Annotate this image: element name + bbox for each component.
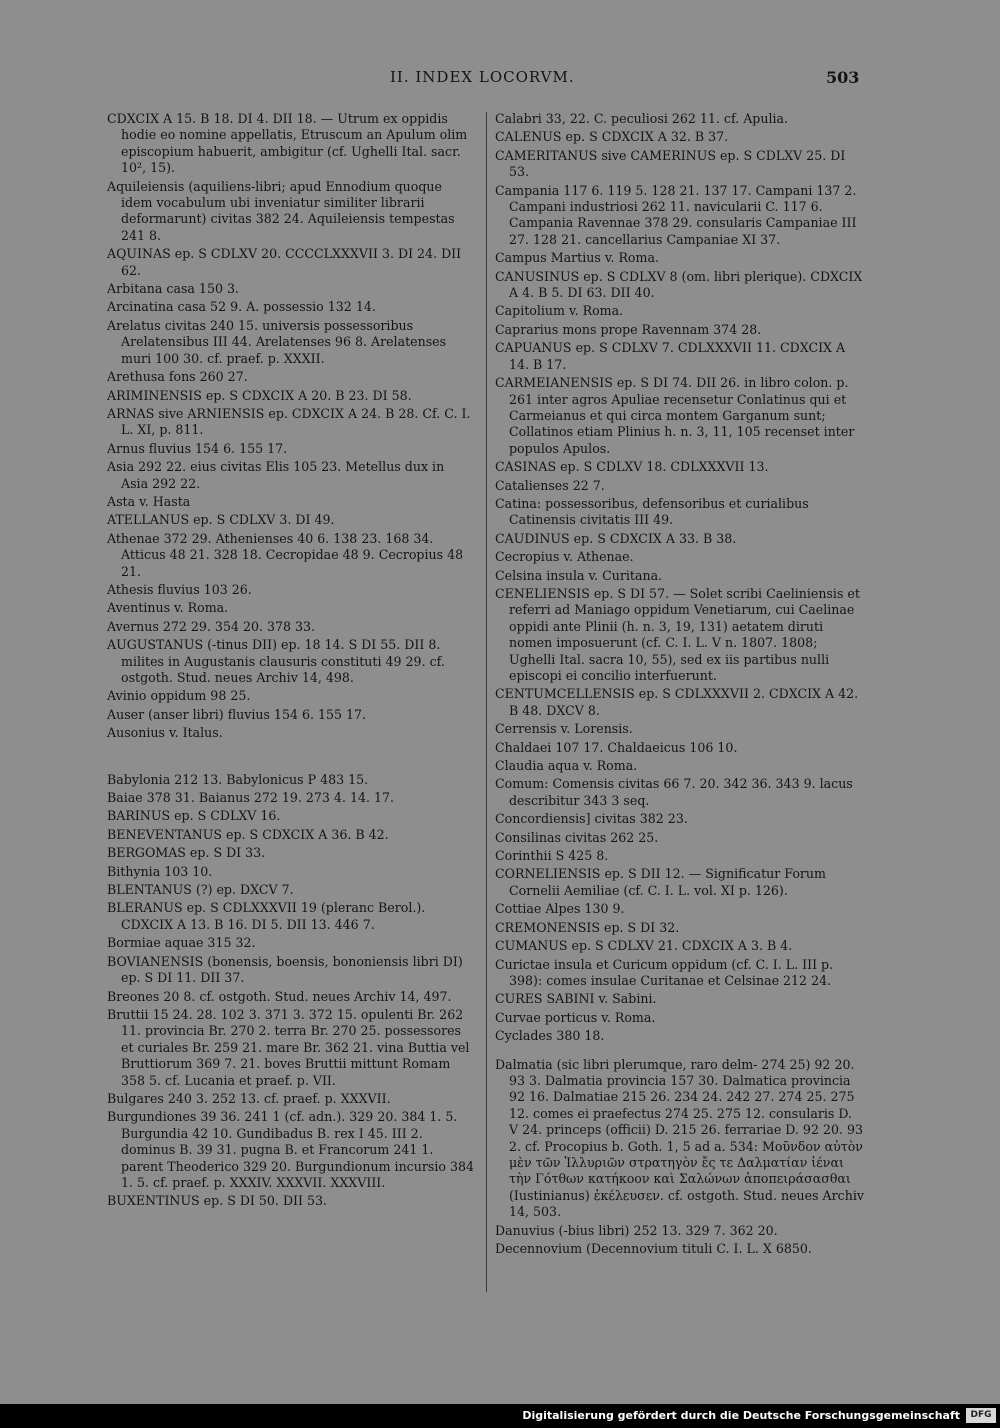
index-entry: CENELIENSIS ep. S DI 57. — Solet scribi Caeliniensis et referri ad Maniago oppidum Venetiarum, cui Caelinae oppidi ante Plinii (h. n. 3, 19, 131) aetatem diruti nomen imposuerunt (cf. C. I. L. V n. 1807. 1808; Ughelli Ital. sacra 10, 55), sed ex iis partibus nulli episcopi ei concilio interfuerunt. [495, 585, 860, 683]
index-entry: Catalienses 22 7. [495, 477, 605, 493]
index-entry: Cecropius v. Athenae. [495, 549, 634, 565]
index-entry: Campus Martius v. Roma. [495, 250, 659, 266]
index-entry: Caprarius mons prope Ravennam 374 28. [495, 321, 762, 337]
index-entry: AQUINAS ep. S CDLXV 20. CCCCLXXXVII 3. DI 24. DII 62. [107, 246, 462, 278]
index-entry: CUMANUS ep. S CDLXV 21. CDXCIX A 3. B 4. [495, 938, 793, 954]
index-entry: Baiae 378 31. Baianus 272 19. 273 4. 14. 17. [107, 790, 395, 806]
index-entry: Catina: possessoribus, defensoribus et curialibus Catinensis civitatis III 49. [495, 495, 809, 528]
index-entry: Breones 20 8. cf. ostgoth. Stud. neues Archiv 14, 497. [107, 988, 452, 1004]
index-entry: Babylonia 212 13. Babylonicus P 483 15. [107, 771, 369, 787]
index-entry: Bruttii 15 24. 28. 102 3. 371 3. 372 15. opulenti Br. 262 11. provincia Br. 270 2. terra Br. 270 25. possessores et curiales Br. 259 21. mare Br. 362 21. vina Buttia vel Bruttiorum 369 7. 21. boves Bruttii mittunt Romam 358 5. cf. Lucania et praef. p. VII. [107, 1006, 470, 1088]
dfg-logo[interactable]: DFG [966, 1408, 996, 1423]
index-entry: CAMERITANUS sive CAMERINUS ep. S CDLXV 25. DI 53. [495, 147, 846, 180]
index-entry: Arnus fluvius 154 6. 155 17. [107, 440, 288, 456]
index-entry: Asia 292 22. eius civitas Elis 105 23. Metellus dux in Asia 292 22. [107, 459, 445, 491]
index-entry: Cottiae Alpes 130 9. [495, 901, 625, 917]
index-entry: Burgundiones 39 36. 241 1 (cf. adn.). 329 20. 384 1. 5. Burgundia 42 10. Gundibadus B. rex I 45. III 2. dominus B. 39 31. pugna B. et Francorum 241 1. parent Theoderico 329 20. Burgundionum incursio 384 1. 5. cf. praef. p. XXXIV. XXXVII. XXXVIII. [107, 1109, 474, 1190]
section-gap [495, 1047, 865, 1057]
index-entry: Cerrensis v. Lorensis. [495, 721, 633, 737]
page-number: 503 [826, 68, 860, 87]
index-entry: CAPUANUS ep. S CDLXV 7. CDLXXXVII 11. CDXCIX A 14. B 17. [495, 340, 846, 372]
index-entry: Capitolium v. Roma. [495, 303, 624, 319]
index-entry: CANUSINUS ep. S CDLXV 8 (om. libri plerique). CDXCIX A 4. B 5. DI 63. DII 40. [495, 268, 863, 301]
index-entry: CASINAS ep. S CDLXV 18. CDLXXXVII 13. [495, 459, 769, 475]
footer-bar [0, 1404, 1000, 1428]
index-entry: ATELLANUS ep. S CDLXV 3. DI 49. [107, 512, 335, 528]
index-entry: Bormiae aquae 315 32. [107, 935, 256, 951]
index-entry: Claudia aqua v. Roma. [495, 758, 638, 774]
index-entry: CARMEIANENSIS ep. S DI 74. DII 26. in libro colon. p. 261 inter agros Apuliae recensetur Conlatinus qui et Carmeianus et qui circa montem Garganum sunt; Collatinos etiam Plinius h. n. 3, 11, 105 recenset inter populos Apulos. [495, 375, 855, 456]
index-entry: Corinthii S 425 8. [495, 848, 609, 864]
index-entry: Chaldaei 107 17. Chaldaeicus 106 10. [495, 739, 738, 755]
index-entry: Aventinus v. Roma. [107, 600, 229, 616]
index-entry: Calabri 33, 22. C. peculiosi 262 11. cf. Apulia. [495, 111, 789, 126]
column-rule [486, 112, 487, 1292]
index-entry: BUXENTINUS ep. S DI 50. DII 53. [107, 1193, 328, 1209]
index-entry: Comum: Comensis civitas 66 7. 20. 342 36. 343 9. lacus describitur 343 3 seq. [495, 776, 853, 808]
index-entry: Decennovium (Decennovium tituli C. I. L. X 6850. [495, 1241, 812, 1256]
index-entry: CENTUMCELLENSIS ep. S CDLXXXVII 2. CDXCIX A 42. B 48. DXCV 8. [495, 686, 859, 718]
index-entry: Avernus 272 29. 354 20. 378 33. [107, 618, 316, 634]
index-entry: CALENUS ep. S CDXCIX A 32. B 37. [495, 129, 729, 145]
index-entry: Athenae 372 29. Athenienses 40 6. 138 23. 168 34. Atticus 48 21. 328 18. Cecropidae 48 9. Cecropius 48 21. [107, 530, 464, 579]
index-entry: Athesis fluvius 103 26. [107, 581, 252, 597]
index-entry: Concordiensis] civitas 382 23. [495, 811, 688, 827]
index-entry: Bulgares 240 3. 252 13. cf. praef. p. XXXVII. [107, 1090, 391, 1106]
index-entry: Arethusa fons 260 27. [107, 369, 248, 385]
index-entry: BLERANUS ep. S CDLXXXVII 19 (pleranc Berol.). CDXCIX A 13. B 16. DI 5. DII 13. 446 7. [107, 900, 426, 932]
index-entry: CORNELIENSIS ep. S DII 12. — Significatur Forum Cornelii Aemiliae (cf. C. I. L. vol. XI p. 126). [495, 866, 826, 898]
index-entry: BLENTANUS (?) ep. DXCV 7. [107, 882, 294, 898]
index-entry: Campania 117 6. 119 5. 128 21. 137 17. Campani 137 2. Campani industriosi 262 11. navicularii C. 117 6. Campania Ravennae 378 29. consularis Campaniae III 27. 128 21. cancellarius Campaniae XI 37. [495, 182, 857, 247]
index-entry: Consilinas civitas 262 25. [495, 829, 659, 845]
left-column [107, 111, 475, 1212]
index-entry: Auser (anser libri) fluvius 154 6. 155 17. [107, 706, 367, 722]
index-entry: Curictae insula et Curicum oppidum (cf. C. I. L. III p. 398): comes insulae Curitanae et Celsinae 212 24. [495, 956, 834, 988]
index-entry: BOVIANENSIS (bonensis, boensis, bononiensis libri DI) ep. S DI 11. DII 37. [107, 953, 463, 986]
running-head: II. INDEX LOCORVM. [390, 68, 575, 86]
index-entry: Aquileiensis (aquiliens-libri; apud Ennodium quoque idem vocabulum ubi inveniatur similiter librarii deformarunt) civitas 382 24. Aquileiensis tempestas 241 8. [107, 178, 455, 243]
index-entry: BERGOMAS ep. S DI 33. [107, 845, 266, 861]
index-entry: CREMONENSIS ep. S DI 32. [495, 919, 680, 935]
index-entry: BENEVENTANUS ep. S CDXCIX A 36. B 42. [107, 826, 389, 842]
index-entry: Cyclades 380 18. [495, 1028, 605, 1044]
index-entry: Avinio oppidum 98 25. [107, 688, 251, 704]
index-entry: ARNAS sive ARNIENSIS ep. CDXCIX A 24. B 28. Cf. C. I. L. XI, p. 811. [107, 405, 471, 438]
index-entry: Arcinatina casa 52 9. A. possessio 132 14. [107, 299, 376, 315]
section-gap [107, 744, 475, 772]
index-entry: ARIMINENSIS ep. S CDXCIX A 20. B 23. DI 58. [107, 387, 412, 403]
index-entry: BARINUS ep. S CDLXV 16. [107, 808, 281, 824]
right-column [495, 111, 865, 1259]
index-entry: Curvae porticus v. Roma. [495, 1009, 656, 1025]
index-entry: Arbitana casa 150 3. [107, 281, 239, 297]
index-entry: Celsina insula v. Curitana. [495, 567, 663, 583]
index-entry: Arelatus civitas 240 15. universis possessoribus Arelatensibus III 44. Arelatenses 96 8. Arelatenses muri 100 30. cf. praef. p. XXXII. [107, 317, 447, 366]
index-entry: Danuvius (-bius libri) 252 13. 329 7. 362 20. [495, 1222, 778, 1238]
index-entry: Dalmatia (sic libri plerumque, raro delm- 274 25) 92 20. 93 3. Dalmatia provincia 157 30. Dalmatica provincia 92 16. Dalmatiae 215 26. 234 24. 242 27. 274 25. 275 12. comes ei praefectus 274 25. 275 12. consularis D. V 24. princeps (officii) D. 215 26. ferrariae D. 92 20. 93 2. cf. Procopius b. Goth. 1, 5 ad a. 534: Μοῦνδον αὐτὸν μὲν τῶν Ἰλλυριῶν στρατηγὸν ἔς τε Δαλματίαν ἰέναι τὴν Γότθων κατήκοον καὶ Σαλώνων ἀποπειράσασθαι (Iustinianus) ἐκέλευσεν. cf. ostgoth. Stud. neues Archiv 14, 503. [495, 1056, 864, 1220]
index-entry: CAUDINUS ep. S CDXCIX A 33. B 38. [495, 530, 737, 546]
index-entry: AUGUSTANUS (-tinus DII) ep. 18 14. S DI 55. DII 8. milites in Augustanis clausuris constituti 49 29. cf. ostgoth. Stud. neues Archiv 14, 498. [107, 637, 445, 685]
index-entry: CDXCIX A 15. B 18. DI 4. DII 18. — Utrum ex oppidis hodie eo nomine appellatis, Etruscum an Apulum olim episcopium habuerit, ambigitur (cf. Ughelli Ital. sacr. 10², 15). [107, 111, 468, 176]
index-entry: Bithynia 103 10. [107, 863, 213, 879]
index-entry: Ausonius v. Italus. [107, 725, 223, 741]
index-entry: CURES SABINI v. Sabini. [495, 991, 657, 1007]
index-entry: Asta v. Hasta [107, 493, 191, 509]
funding-note: Digitalisierung gefördert durch die Deutsche Forschungsgemeinschaft [522, 1409, 960, 1422]
